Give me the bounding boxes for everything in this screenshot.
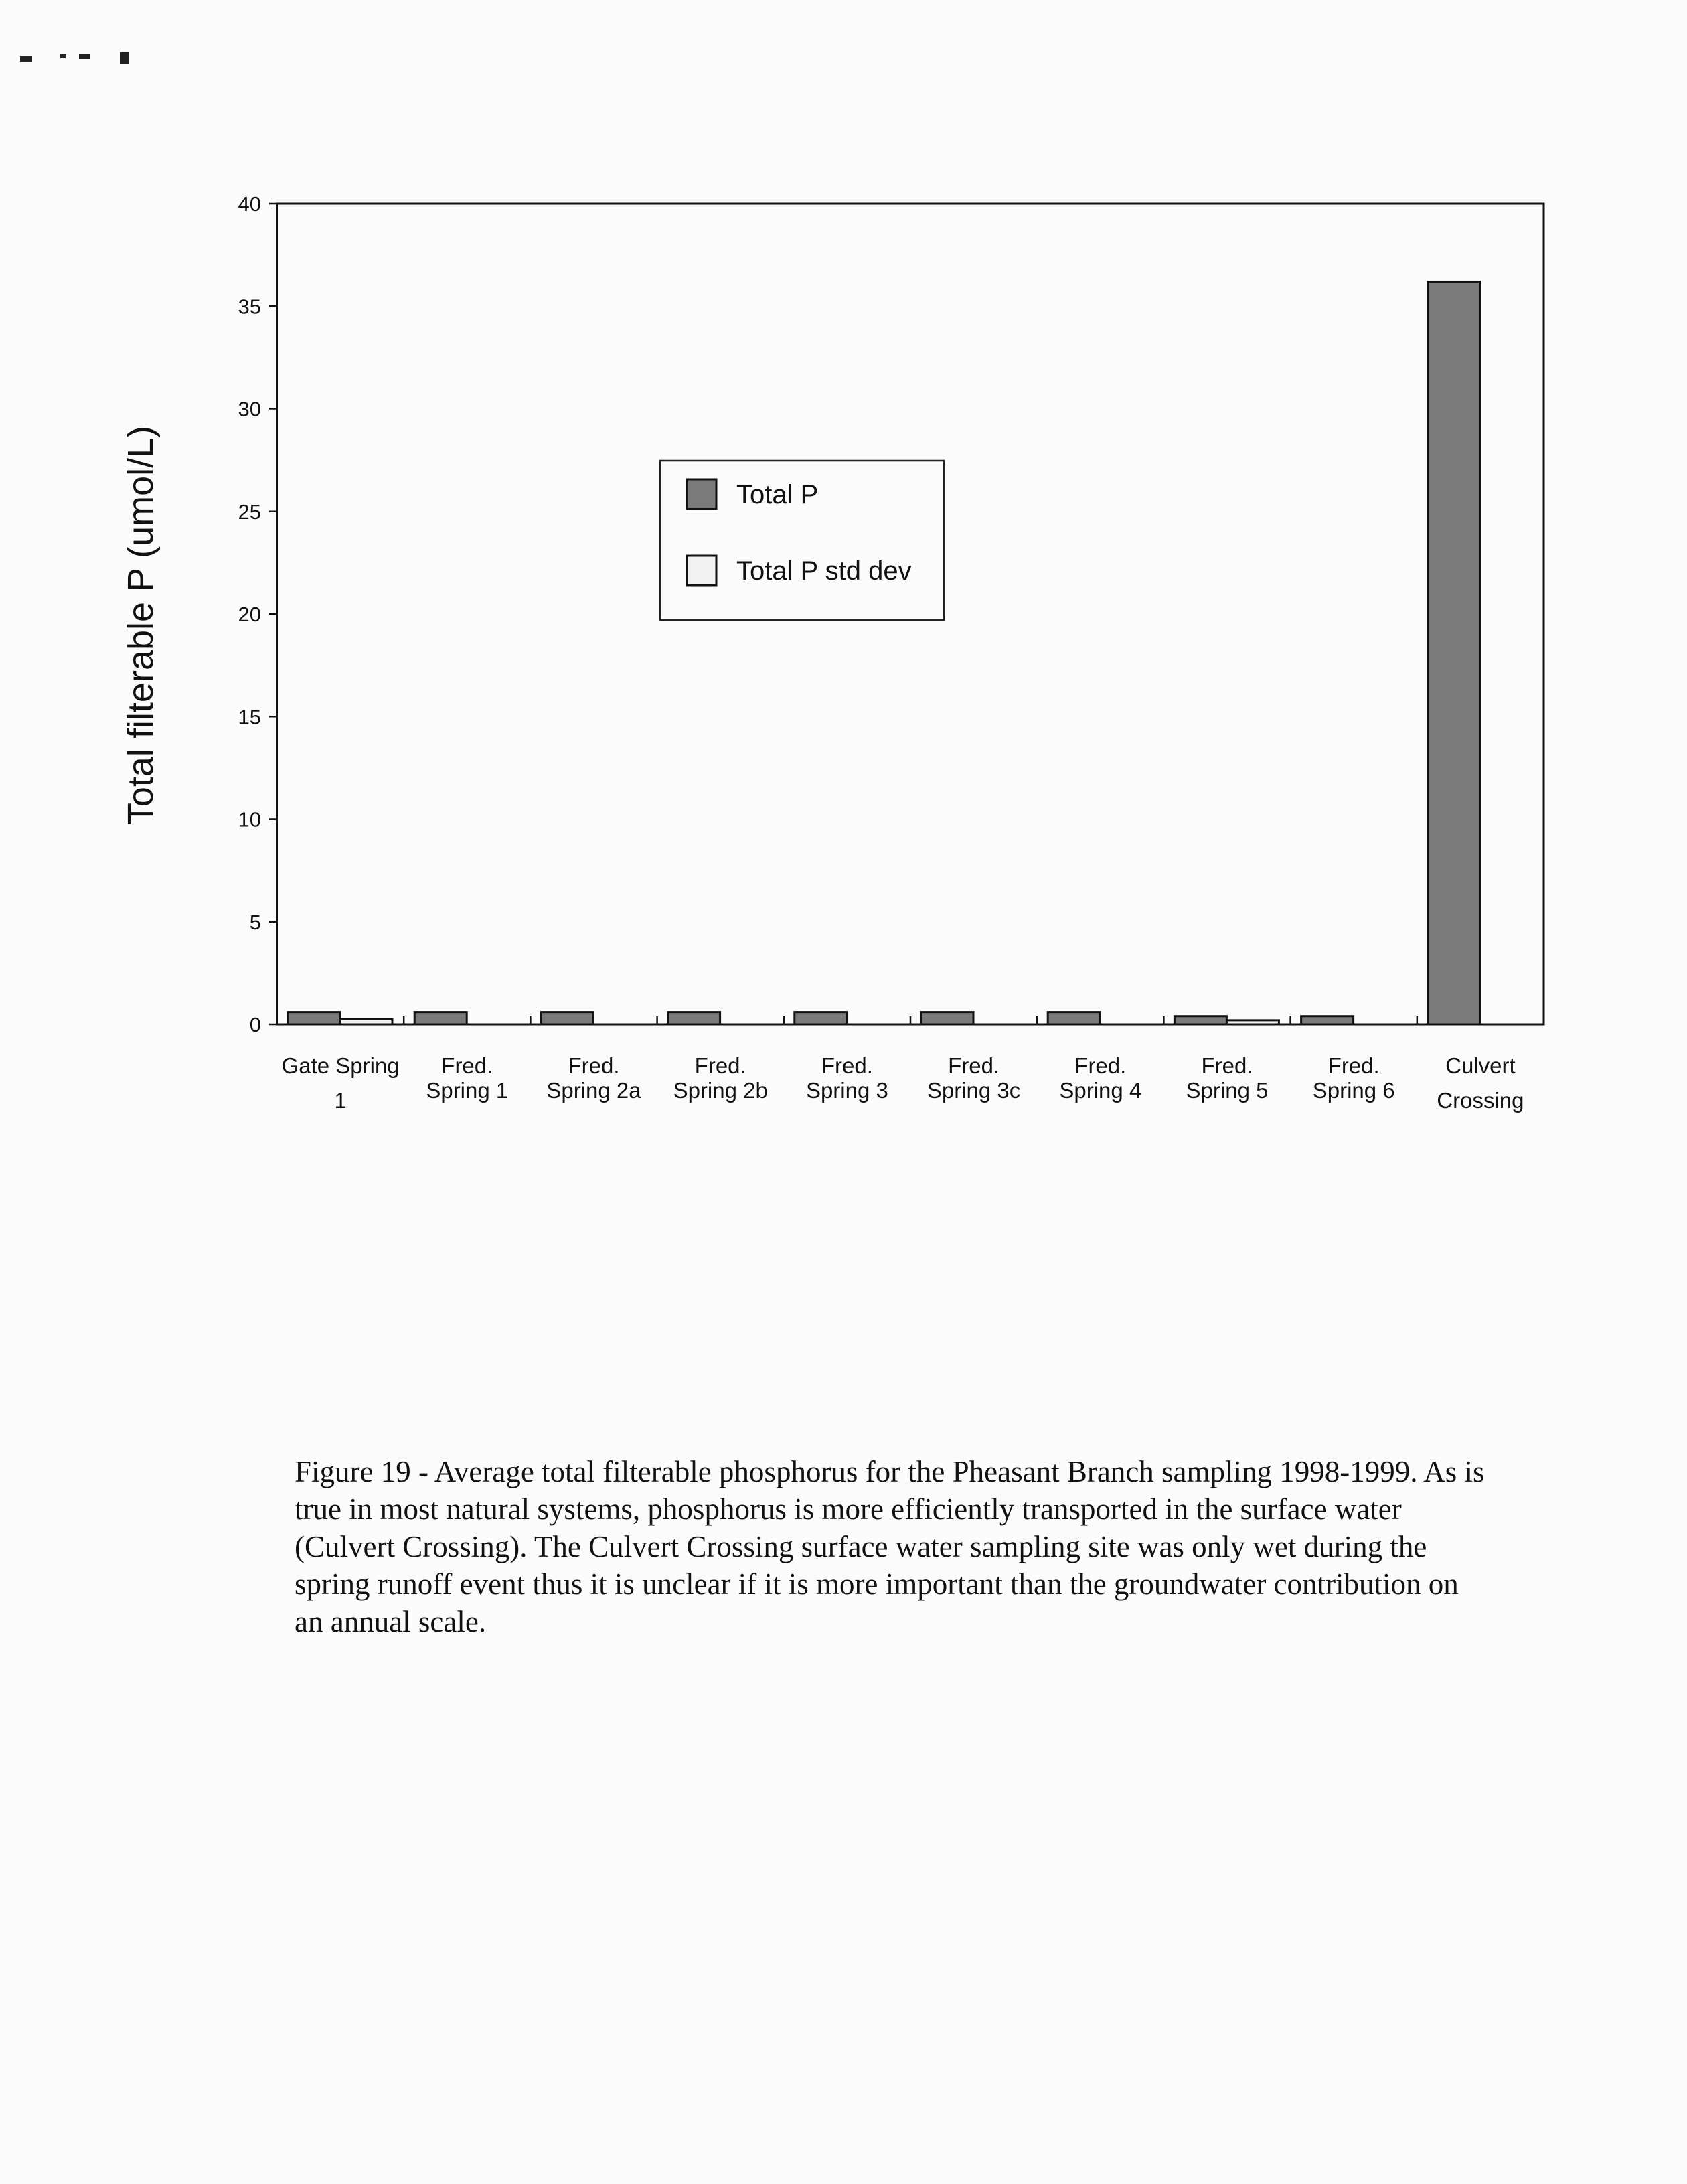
bar-total-p (1048, 1012, 1100, 1024)
bar-total-p-std-dev (1226, 1020, 1279, 1024)
legend (660, 461, 944, 620)
x-category-label: Fred. (1201, 1053, 1253, 1078)
x-category-label: Spring 3 (805, 1078, 888, 1103)
x-category-label: Spring 3c (927, 1078, 1021, 1103)
legend-swatch (687, 479, 716, 509)
bar-total-p (288, 1012, 340, 1024)
bar-total-p (668, 1012, 720, 1024)
x-category-label: Fred. (1328, 1053, 1380, 1078)
x-category-label: Spring 2a (546, 1078, 641, 1103)
y-tick-label: 15 (238, 705, 261, 729)
x-category-label: Spring 1 (426, 1078, 509, 1103)
y-tick-label: 0 (249, 1013, 261, 1036)
x-category-label: Fred. (948, 1053, 1000, 1078)
x-category-label: Spring 6 (1312, 1078, 1395, 1103)
x-category-label: Fred. (1074, 1053, 1127, 1078)
x-category-label: Fred. (694, 1053, 746, 1078)
y-tick-label: 20 (238, 603, 261, 626)
bar-total-p (1428, 281, 1480, 1024)
y-tick-label: 40 (238, 192, 261, 216)
legend-label: Total P std dev (736, 556, 912, 586)
y-tick-label: 35 (238, 295, 261, 319)
bar-total-p (414, 1012, 467, 1024)
x-category-label: Spring 4 (1059, 1078, 1142, 1103)
x-category-label: Fred. (441, 1053, 493, 1078)
legend-label: Total P (736, 480, 819, 510)
x-category-label: Gate Spring (281, 1053, 400, 1078)
y-tick-label: 30 (238, 397, 261, 421)
y-tick-label: 10 (238, 807, 261, 832)
bar-total-p (795, 1012, 847, 1024)
bar-total-p (1301, 1016, 1354, 1024)
x-category-label: Spring 2b (673, 1078, 768, 1103)
bar-total-p (921, 1012, 973, 1024)
x-category-label: Spring 5 (1186, 1078, 1269, 1103)
plot-area (238, 192, 1544, 1113)
bar-total-p (541, 1012, 593, 1024)
x-category-label: Crossing (1437, 1088, 1524, 1113)
bar-total-p-std-dev (340, 1019, 392, 1024)
y-tick-label: 5 (249, 910, 261, 934)
x-category-label: 1 (334, 1088, 347, 1113)
x-category-label: Fred. (821, 1053, 873, 1078)
legend-swatch (687, 556, 716, 585)
y-axis-label: Total filterable P (umol/L) (120, 425, 161, 826)
figure-caption: Figure 19 - Average total filterable phosphorus for the Pheasant Branch sampling 1998-1999. As is true in most natural systems, phosphorus is more efficiently transported in the surface water (Culvert Crossing). The Culvert Crossing surface water sampling site was only wet during the spring runoff event thus it is unclear if it is more important than the groundwater contribution on an annual scale. (295, 1455, 1485, 1638)
bar-total-p (1174, 1016, 1226, 1024)
x-category-label: Fred. (568, 1053, 620, 1078)
x-category-label: Culvert (1445, 1053, 1516, 1078)
y-tick-label: 25 (238, 499, 261, 524)
